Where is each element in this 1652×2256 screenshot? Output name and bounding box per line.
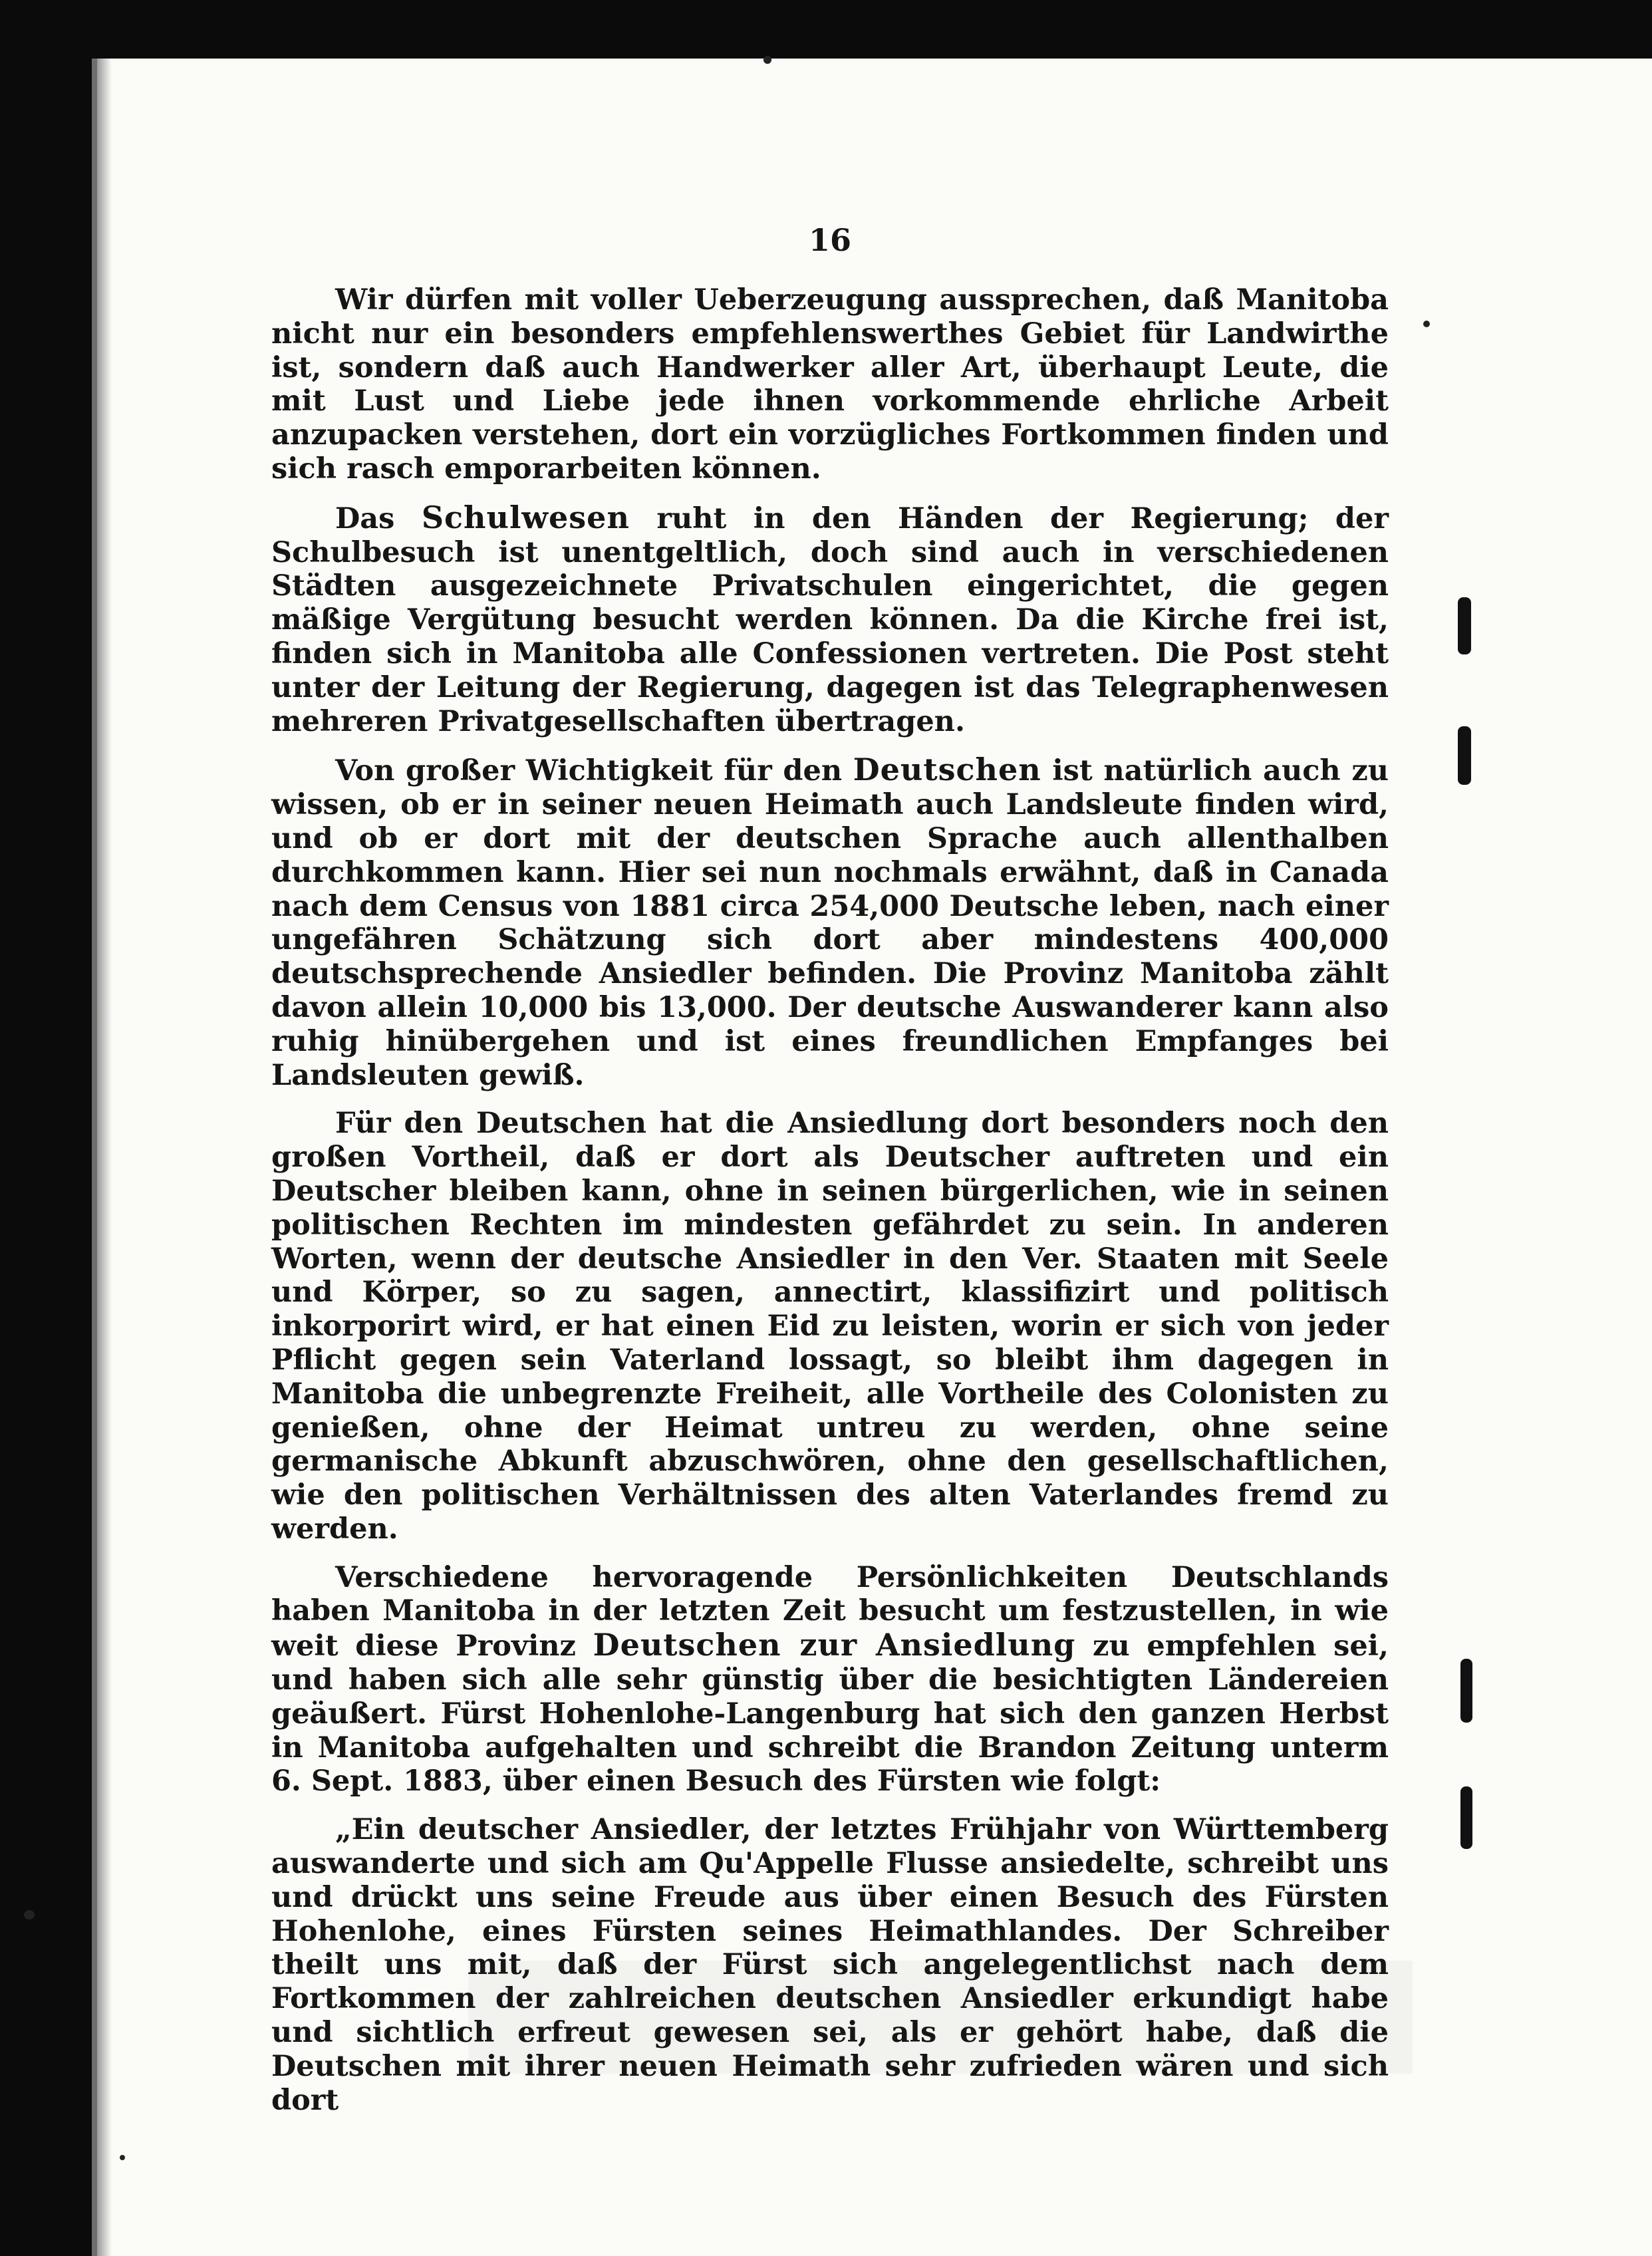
page-text-column (271, 205, 1389, 2132)
page-number: 16 (808, 222, 851, 258)
paragraph-2 (271, 501, 1389, 739)
paragraph-text-after: ist natürlich auch zu wissen, ob er in seiner neuen Heimath auch Landsleute finden wird, und ob er dort mit der deutschen Sprache auch allenthalben durchkommen kann. Hier sei nun nochmals erwähnt, daß in Canada nach dem Census von 1881 circa 254,000 Deutsche leben, nach einer ungefähren Schätzung sich dort aber mindestens 400,000 deutschsprechende Ansiedler befinden. Die Provinz Manitoba zählt davon allein 10,000 bis 13,000. Der deutsche Auswanderer kann also ruhig hinübergehen und ist eines freundlichen Empfanges bei Landsleuten gewiß. (271, 754, 1389, 1092)
scan-dot (120, 2155, 125, 2160)
scan-mark (1460, 1659, 1472, 1723)
scan-dot (1423, 321, 1430, 327)
paragraph-text: Für den Deutschen hat die Ansiedlung dort besonders noch den großen Vortheil, daß er dort als Deutscher auftreten und ein Deutscher bleiben kann, ohne in seinen bürgerlichen, wie in seinen politischen Rechten im mindesten gefährdet zu sein. In anderen Worten, wenn der deutsche Ansiedler in den Ver. Staaten mit Seele und Körper, so zu sagen, annectirt, klassifizirt und politisch inkorporirt wird, er hat einen Eid zu leisten, worin er sich von jeder Pflicht gegen sein Vaterland lossagt, so bleibt ihm dagegen in Manitoba die unbegrenzte Freiheit, alle Vortheile des Colonisten zu genießen, ohne der Heimat untreu zu werden, ohne seine germanische Abkunft abzuschwören, ohne den gesellschaftlichen, wie den politischen Verhältnissen des alten Vaterlandes fremd zu werden. (271, 1107, 1389, 1546)
paragraph-6-quote (271, 1813, 1389, 2117)
scan-mark (1458, 597, 1471, 654)
paragraph-text: „Ein deutscher Ansiedler, der letztes Frühjahr von Württemberg auswanderte und sich am Qu'Appelle Flusse ansiedelte, schreibt uns und drückt uns seine Freude aus über einen Besuch des Fürsten Hohenlohe, eines Fürsten seines Heimathlandes. Der Schreiber theilt uns mit, daß der Fürst sich angelegentlichst nach dem Fortkommen der zahlreichen deutschen Ansiedler erkundigt habe und sichtlich erfreut gewesen sei, als er gehört habe, daß die Deutschen mit ihrer neuen Heimath sehr zufrieden wären und sich dort (271, 1813, 1389, 2117)
paragraph-text-before: Von großer Wichtigkeit für den (335, 754, 853, 788)
emphasized-term: Deutschen zur Ansiedlung (593, 1627, 1076, 1663)
scan-dot (24, 1910, 35, 1919)
paragraph-text-after: ruht in den Händen der Regierung; der Schulbesuch ist unentgeltlich, doch sind auch in verschiedenen Städten ausgezeichnete Privatschulen eingerichtet, die gegen mäßige Vergütung besucht werden können. Da die Kirche frei ist, finden sich in Manitoba alle Confessionen vertreten. Die Post steht unter der Leitung der Regierung, dagegen ist das Telegraphenwesen mehreren Privatgesellschaften übertragen. (271, 501, 1389, 738)
emphasized-term: Deutschen (853, 752, 1041, 788)
paragraph-3 (271, 753, 1389, 1092)
paragraph-text-before: Das (335, 501, 422, 535)
paragraph-5 (271, 1561, 1389, 1799)
scan-mark (1458, 726, 1471, 785)
book-page (92, 59, 1652, 2256)
page-edge-shadow (97, 59, 112, 2256)
emphasized-term: Schulwesen (421, 499, 630, 535)
paragraph-text-after: zu empfehlen sei, und haben sich alle sehr günstig über die besichtigten Ländereien geäußert. Fürst Hohenlohe-Langenburg hat sich den ganzen Herbst in Manitoba aufgehalten und schreibt die Brandon Zeitung unterm 6. Sept. 1883, über einen Besuch des Fürsten wie folgt: (271, 1629, 1389, 1798)
scan-mark (1460, 1786, 1472, 1849)
paragraph-text-before: Verschiedene hervoragende Persönlichkeiten Deutschlands haben Manitoba in der letzten Zeit besucht um festzustellen, in wie weit diese Provinz (271, 1560, 1389, 1663)
scan-dot (763, 56, 771, 64)
paragraph-1 (271, 283, 1389, 486)
paragraph-text: Wir dürfen mit voller Ueberzeugung aussprechen, daß Manitoba nicht nur ein besonders empfehlenswerthes Gebiet für Landwirthe ist, sondern daß auch Handwerker aller Art, überhaupt Leute, die mit Lust und Liebe jede ihnen vorkommende ehrliche Arbeit anzupacken verstehen, dort ein vorzügliches Fortkommen finden und sich rasch emporarbeiten können. (271, 283, 1389, 486)
paragraph-4 (271, 1107, 1389, 1546)
